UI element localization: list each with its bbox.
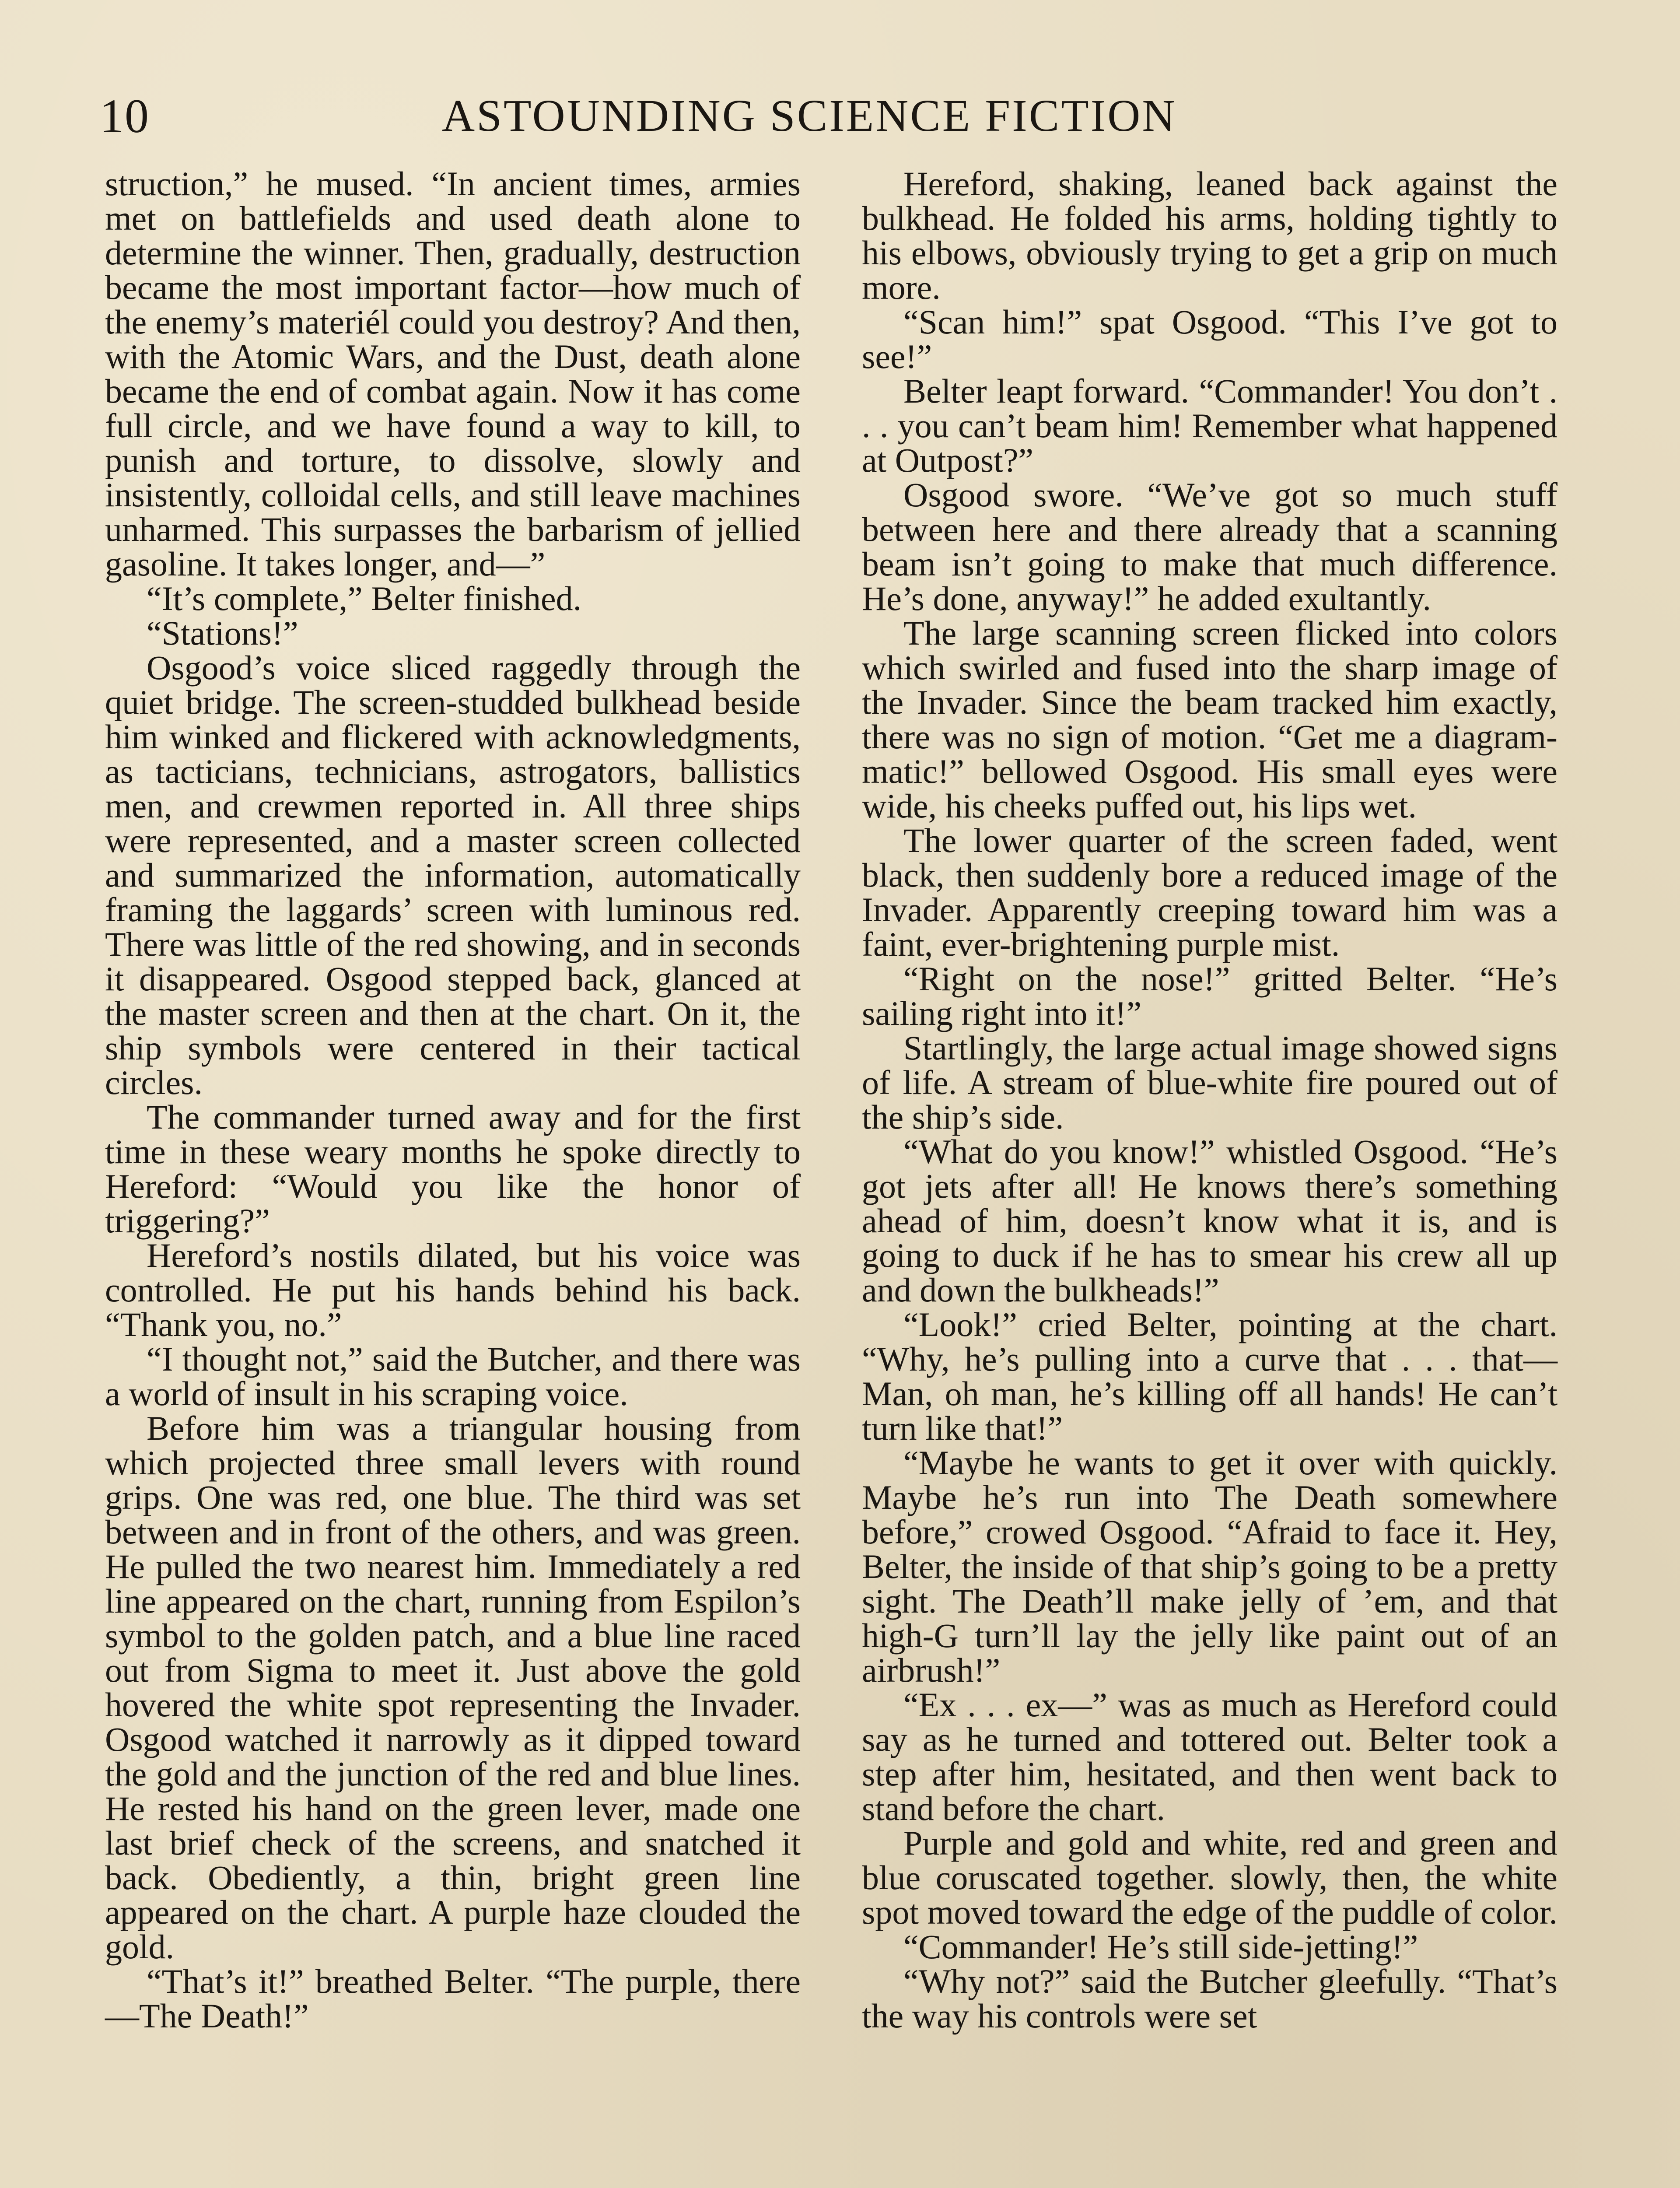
paragraph: Startlingly, the large actual image showed signs of life. A stream of blue-white fire poured out of the ship’s side.	[862, 1029, 1558, 1136]
paragraph: “Right on the nose!” gritted Belter. “He’s sailing right into it!”	[862, 960, 1558, 1032]
paragraph: “Scan him!” spat Osgood. “This I’ve got to see!”	[862, 303, 1558, 375]
paragraph: “That’s it!” breathed Belter. “The purple, there—The Death!”	[105, 1962, 801, 2035]
page-number: 10	[100, 89, 150, 143]
paragraph: The large scanning screen flicked into colors which swirled and fused into the sharp image of the Invader. Since the beam tracked him exactly, there was no sign of motion. “Get me a diagrammatic!” bellowed Osgood. His small eyes were wide, his cheeks puffed out, his lips wet.	[862, 614, 1558, 825]
page-header	[0, 83, 1680, 149]
paragraph: “Look!” cried Belter, pointing at the chart. “Why, he’s pulling into a curve that . . . that—Man, oh man, he’s killing off all hands! He can’t turn like that!”	[862, 1305, 1558, 1447]
paragraph: “Maybe he wants to get it over with quickly. Maybe he’s run into The Death somewhere before,” crowed Osgood. “Afraid to face it. Hey, Belter, the inside of that ship’s going to be a pretty sight. The Death’ll make jelly of ’em, and that high-G turn’ll lay the jelly like paint out of an airbrush!”	[862, 1444, 1558, 1689]
paragraph: “What do you know!” whistled Osgood. “He’s got jets after all! He knows there’s something ahead of him, doesn’t know what it is, and is going to duck if he has to smear his crew all up and down the bulkheads!”	[862, 1133, 1558, 1309]
running-title: ASTOUNDING SCIENCE FICTION	[442, 91, 1177, 141]
paragraph: Osgood’s voice sliced raggedly through the quiet bridge. The screen-studded bulkhead beside him winked and flickered with acknowledgments, as tacticians, technicians, astrogators, ballistics men, and crewmen reported in. All three ships were represented, and a master screen collected and summarized the information, automatically framing the laggards’ screen with luminous red. There was little of the red showing, and in seconds it disappeared. Osgood stepped back, glanced at the master screen and then at the chart. On it, the ship symbols were centered in their tactical circles.	[105, 649, 801, 1101]
paragraph: Hereford’s nostils dilated, but his voice was controlled. He put his hands behind his back. “Thank you, no.”	[105, 1236, 801, 1343]
paragraph: “Commander! He’s still side-jetting!”	[903, 1928, 1418, 1966]
paragraph: Before him was a triangular housing from which projected three small levers with round grips. One was red, one blue. The third was set between and in front of the others, and was green. He pulled the two nearest him. Immediately a red line appeared on the chart, running from Espilon’s symbol to the golden patch, and a blue line raced out from Sigma to meet it. Just above the gold hovered the white spot representing the Invader. Osgood watched it narrowly as it dipped toward the gold and the junction of the red and blue lines. He rested his hand on the green lever, made one last brief check of the screens, and snatched it back. Obediently, a thin, bright green line appeared on the chart. A purple haze clouded the gold.	[105, 1409, 801, 1966]
paragraph: Belter leapt forward. “Commander! You don’t . . . you can’t beam him! Remember what happened at Outpost?”	[862, 372, 1558, 479]
paragraph: “Why not?” said the Butcher gleefully. “That’s the way his controls were set	[862, 1962, 1558, 2035]
paragraph: “I thought not,” said the Butcher, and there was a world of insult in his scraping voice.	[105, 1340, 801, 1413]
paragraph: “Stations!”	[147, 614, 298, 652]
paragraph: The lower quarter of the screen faded, went black, then suddenly bore a reduced image of the Invader. Apparently creeping toward him was a faint, ever-brightening purple mist.	[862, 821, 1558, 963]
paragraph: Purple and gold and white, red and green and blue coruscated together. slowly, then, the white spot moved toward the edge of the puddle of color.	[862, 1824, 1558, 1931]
paragraph: Osgood swore. “We’ve got so much stuff between here and there already that a scanning beam isn’t going to make that much difference. He’s done, anyway!” he added exultantly.	[862, 476, 1558, 617]
paragraph: The commander turned away and for the first time in these weary months he spoke directly to Hereford: “Would you like the honor of triggering?”	[105, 1098, 801, 1240]
paragraph: Hereford, shaking, leaned back against the bulkhead. He folded his arms, holding tightly to his elbows, obviously trying to get a grip on much more.	[862, 165, 1558, 306]
paragraph: struction,” he mused. “In ancient times, armies met on battlefields and used death alone to determine the winner. Then, gradually, destruction became the most important factor—how much of the enemy’s materiél could you destroy? And then, with the Atomic Wars, and the Dust, death alone became the end of combat again. Now it has come full circle, and we have found a way to kill, to punish and torture, to dissolve, slowly and insistently, colloidal cells, and still leave machines unharmed. This surpasses the barbarism of jellied gasoline. It takes longer, and—”	[105, 165, 801, 583]
left-column	[105, 166, 801, 2033]
paragraph: “Ex . . . ex—” was as much as Hereford could say as he turned and tottered out. Belter took a step after him, hesitated, and then went back to stand before the chart.	[862, 1686, 1558, 1827]
paragraph: “It’s complete,” Belter finished.	[147, 579, 582, 617]
right-column	[862, 166, 1558, 2033]
